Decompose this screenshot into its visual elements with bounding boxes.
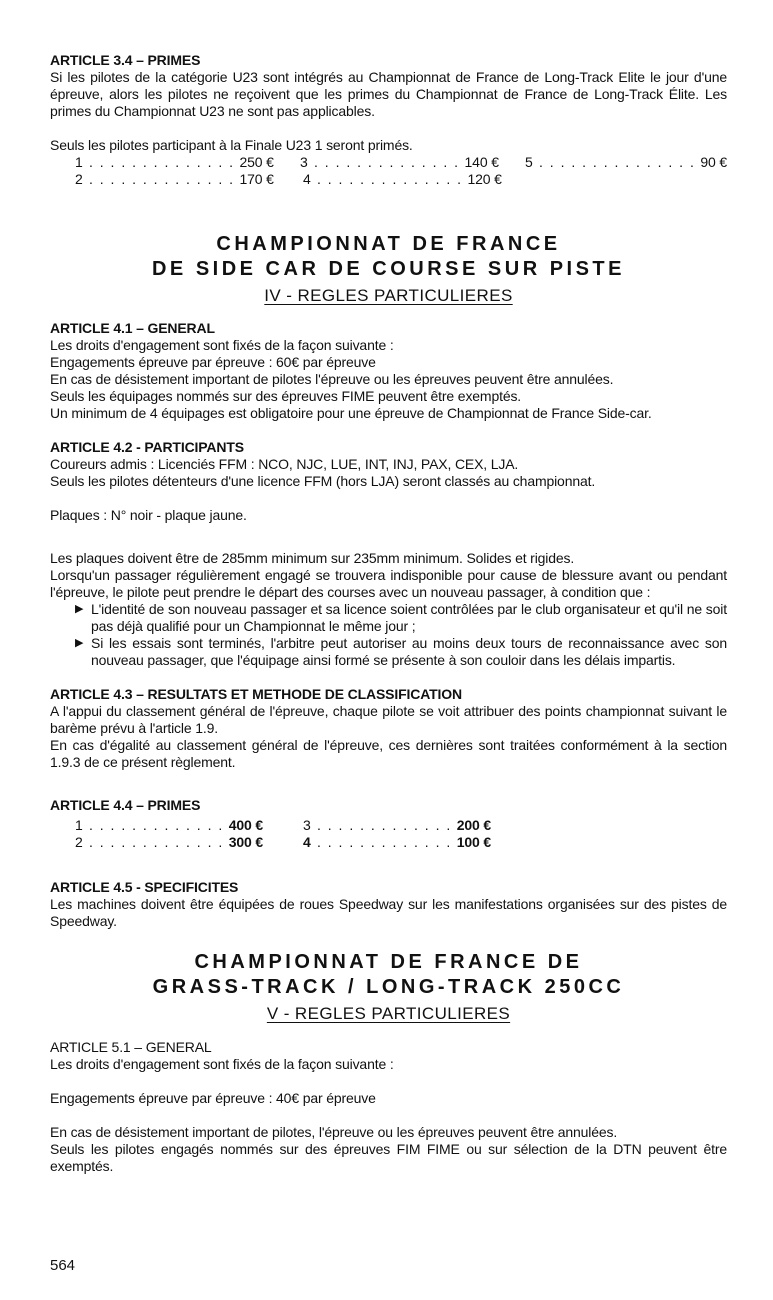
article-4-5-title: ARTICLE 4.5 - SPECIFICITES	[50, 879, 239, 895]
article-3-4-title: ARTICLE 3.4 – PRIMES	[50, 52, 201, 68]
prize-position: 5	[525, 154, 533, 170]
article-4-2-passager: Lorsqu'un passager régulièrement engagé se trouvera indisponible pour cause de blessure avant ou pendant l'épreuve, le pilote peut prendre le départ des courses avec un nouveau passager, à condition que :	[50, 567, 727, 600]
dot-leader: . . . . . . . . . . . . .	[89, 817, 224, 833]
article-4-3-title: ARTICLE 4.3 – RESULTATS ET METHODE DE CLASSIFICATION	[50, 686, 462, 702]
prize-position: 1	[75, 154, 83, 170]
section-heading-line-2: DE SIDE CAR DE COURSE SUR PISTE	[151, 258, 625, 280]
dot-leader: . . . . . . . . . . . . . .	[89, 171, 235, 187]
article-4-2-licence: Seuls les pilotes détenteurs d'une licence FFM (hors LJA) seront classés au championnat.	[50, 473, 596, 489]
article-4-1-title: ARTICLE 4.1 – GENERAL	[50, 320, 215, 336]
prize-amount: 120 €	[467, 171, 502, 187]
prize-row	[75, 154, 727, 171]
article-4-3-paragraph: A l'appui du classement général de l'épreuve, chaque pilote se voit attribuer des points championnat suivant le barème prévu à l'article 1.9.	[50, 703, 727, 736]
prize-position: 2	[75, 834, 83, 850]
article-5-1-exemptes: Seuls les pilotes engagés nommés sur des épreuves FIM FIME ou sur sélection de la DTN peuvent être exemptés.	[50, 1141, 727, 1174]
prize-entry	[75, 171, 303, 188]
section-heading-sidecar	[50, 232, 727, 307]
prize-amount: 140 €	[464, 154, 499, 170]
prize-amount: 90 €	[700, 154, 727, 170]
prize-position: 4	[303, 834, 311, 850]
page-number: 564	[50, 1257, 76, 1274]
article-4-2-plaques: Plaques : N° noir - plaque jaune.	[50, 507, 247, 523]
article-5-1-desistement: En cas de désistement important de pilotes, l'épreuve ou les épreuves peuvent être annulées.	[50, 1124, 618, 1140]
prize-entry	[75, 817, 303, 834]
dot-leader: . . . . . . . . . . . . . .	[89, 154, 235, 170]
prize-row	[75, 817, 727, 834]
prize-entry	[303, 817, 531, 834]
article-4-1-line: Engagements épreuve par épreuve : 60€ par épreuve	[50, 354, 376, 370]
prize-amount: 100 €	[456, 834, 492, 850]
prize-entry	[300, 154, 525, 171]
dot-leader: . . . . . . . . . . . . .	[89, 834, 224, 850]
prize-amount: 300 €	[228, 834, 264, 850]
article-4-2-title: ARTICLE 4.2 - PARTICIPANTS	[50, 439, 244, 455]
article-5-1-droits: Les droits d'engagement sont fixés de la façon suivante :	[50, 1056, 394, 1072]
prize-entry	[75, 154, 300, 171]
bullet-text: L'identité de son nouveau passager et sa licence soient contrôlées par le club organisateur et qu'il ne soit pas déjà qualifié pour un Championnat le même jour ;	[91, 601, 727, 634]
dot-leader: . . . . . . . . . . . . .	[317, 834, 452, 850]
article-4-3-paragraph: En cas d'égalité au classement général de l'épreuve, ces dernières sont traitées conformément à la section 1.9.3 de ce présent règlement.	[50, 737, 727, 770]
prize-position: 4	[303, 171, 311, 187]
prize-table-sidecar	[50, 817, 727, 851]
prize-entry	[303, 834, 531, 851]
prize-position: 3	[300, 154, 308, 170]
prize-row	[75, 171, 727, 188]
bullet-text: Si les essais sont terminés, l'arbitre peut autoriser au moins deux tours de reconnaissance avec son nouveau passager, que l'équipage ainsi formé se présente à son couloir dans les délais impartis.	[91, 635, 727, 668]
prize-table-u23	[50, 154, 727, 188]
section-heading-line-1: CHAMPIONNAT DE FRANCE DE	[194, 951, 583, 973]
prize-amount: 400 €	[228, 817, 264, 833]
prize-row	[75, 834, 727, 851]
prize-amount: 250 €	[239, 154, 274, 170]
article-4-1-line: Seuls les équipages nommés sur des épreuves FIME peuvent être exemptés.	[50, 388, 522, 404]
bullet-item	[50, 601, 727, 635]
article-3-4-paragraph: Si les pilotes de la catégorie U23 sont intégrés au Championnat de France de Long-Track Elite le jour d'une épreuve, alors les pilotes ne reçoivent que les primes du Championnat de France de Long-Track Élite. Les primes du Championnat U23 ne sont pas applicables.	[50, 69, 727, 119]
dot-leader: . . . . . . . . . . . . .	[317, 817, 452, 833]
prize-amount: 170 €	[239, 171, 274, 187]
section-heading-line-2: GRASS-TRACK / LONG-TRACK 250CC	[152, 976, 625, 998]
article-4-1-line: En cas de désistement important de pilotes l'épreuve ou les épreuves peuvent être annulées.	[50, 371, 614, 387]
article-4-1-line: Un minimum de 4 équipages est obligatoire pour une épreuve de Championnat de France Side-car.	[50, 405, 652, 421]
prize-entry	[525, 154, 727, 171]
article-5-1-engagements: Engagements épreuve par épreuve : 40€ par épreuve	[50, 1090, 376, 1106]
dot-leader: . . . . . . . . . . . . . . .	[539, 154, 696, 170]
article-4-5-paragraph: Les machines doivent être équipées de roues Speedway sur les manifestations organisées sur des pistes de Speedway.	[50, 896, 727, 929]
article-4-1-line: Les droits d'engagement sont fixés de la façon suivante :	[50, 337, 394, 353]
prize-amount: 200 €	[456, 817, 492, 833]
prize-position: 2	[75, 171, 83, 187]
prize-entry	[303, 171, 531, 188]
section-heading-line-1: CHAMPIONNAT DE FRANCE	[216, 233, 561, 255]
subsection-heading: V - REGLES PARTICULIERES	[266, 1004, 511, 1023]
prize-position: 3	[303, 817, 311, 833]
article-4-2-coureurs: Coureurs admis : Licenciés FFM : NCO, NJC, LUE, INT, INJ, PAX, CEX, LJA.	[50, 456, 519, 472]
bullet-triangle-icon: ▶	[75, 637, 84, 649]
section-heading-grasstrack	[50, 950, 727, 1025]
dot-leader: . . . . . . . . . . . . . .	[314, 154, 460, 170]
prize-position: 1	[75, 817, 83, 833]
prize-entry	[75, 834, 303, 851]
dot-leader: . . . . . . . . . . . . . .	[317, 171, 463, 187]
article-5-1-title: ARTICLE 5.1 – GENERAL	[50, 1039, 212, 1055]
bullet-item	[50, 635, 727, 669]
bullet-triangle-icon: ▶	[75, 603, 84, 615]
article-4-4-title: ARTICLE 4.4 – PRIMES	[50, 797, 201, 813]
article-3-4-note: Seuls les pilotes participant à la Finale U23 1 seront primés.	[50, 137, 413, 153]
article-4-2-plaques-dimensions: Les plaques doivent être de 285mm minimum sur 235mm minimum. Solides et rigides.	[50, 550, 575, 566]
subsection-heading: IV - REGLES PARTICULIERES	[264, 286, 513, 305]
